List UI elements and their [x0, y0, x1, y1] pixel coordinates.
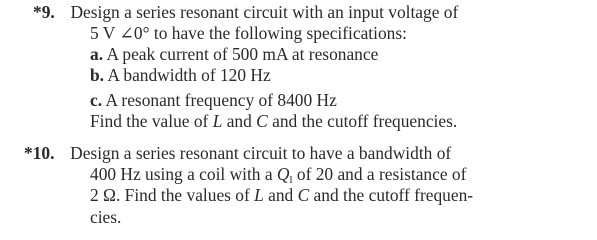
problem-10-line-4 [90, 207, 121, 227]
problem-10-text-4: cies. [90, 207, 122, 227]
problem-10-line-3 [90, 185, 473, 205]
var-C: C [256, 111, 268, 131]
item-c-text: A resonant frequency of 8400 Hz [105, 90, 337, 110]
problem-10-text-3-and: and [263, 185, 298, 205]
problem-9-text-1: Design a series resonant circuit with an input voltage of [70, 2, 459, 22]
item-b-text: A bandwidth of 120 Hz [107, 65, 271, 85]
problem-9-find-line [90, 111, 457, 131]
problem-9-item-a [90, 44, 378, 64]
item-a-label: a. [90, 44, 104, 64]
var-L: L [212, 111, 223, 131]
problem-9-item-b [90, 65, 271, 85]
problem-10-number: *10. [24, 143, 55, 163]
item-b-label: b. [90, 65, 105, 85]
find-text-post: and the cutoff frequencies. [267, 111, 458, 131]
problem-9-line-2 [90, 23, 407, 43]
problem-10-line-1 [24, 143, 451, 163]
var-Q: Q [276, 164, 290, 184]
problem-9-text-2: 5 V ∠0° to have the following specifications: [90, 23, 407, 43]
item-c-label: c. [90, 90, 103, 110]
find-text-pre: Find the value of [90, 111, 213, 131]
problem-9-line-1 [33, 2, 458, 22]
problem-10-text-3-pre: 2 Ω. Find the values of [90, 185, 255, 205]
var-L: L [254, 185, 264, 205]
problem-9-item-c [90, 90, 337, 110]
problem-10-text-1: Design a series resonant circuit to have a bandwidth of [70, 143, 452, 163]
item-a-text: A peak current of 500 mA at resonance [106, 44, 379, 64]
problem-10-line-2 [90, 164, 466, 184]
problem-9-number: *9. [33, 2, 55, 22]
problem-10-text-2-post: of 20 and a resistance of [292, 164, 467, 184]
problem-10-text-2-pre: 400 Hz using a coil with a [90, 164, 277, 184]
problem-10-text-3-post: and the cutoff frequen- [309, 185, 474, 205]
var-Q-subscript: l [289, 174, 293, 186]
var-C: C [297, 185, 310, 205]
find-text-and: and [222, 111, 257, 131]
